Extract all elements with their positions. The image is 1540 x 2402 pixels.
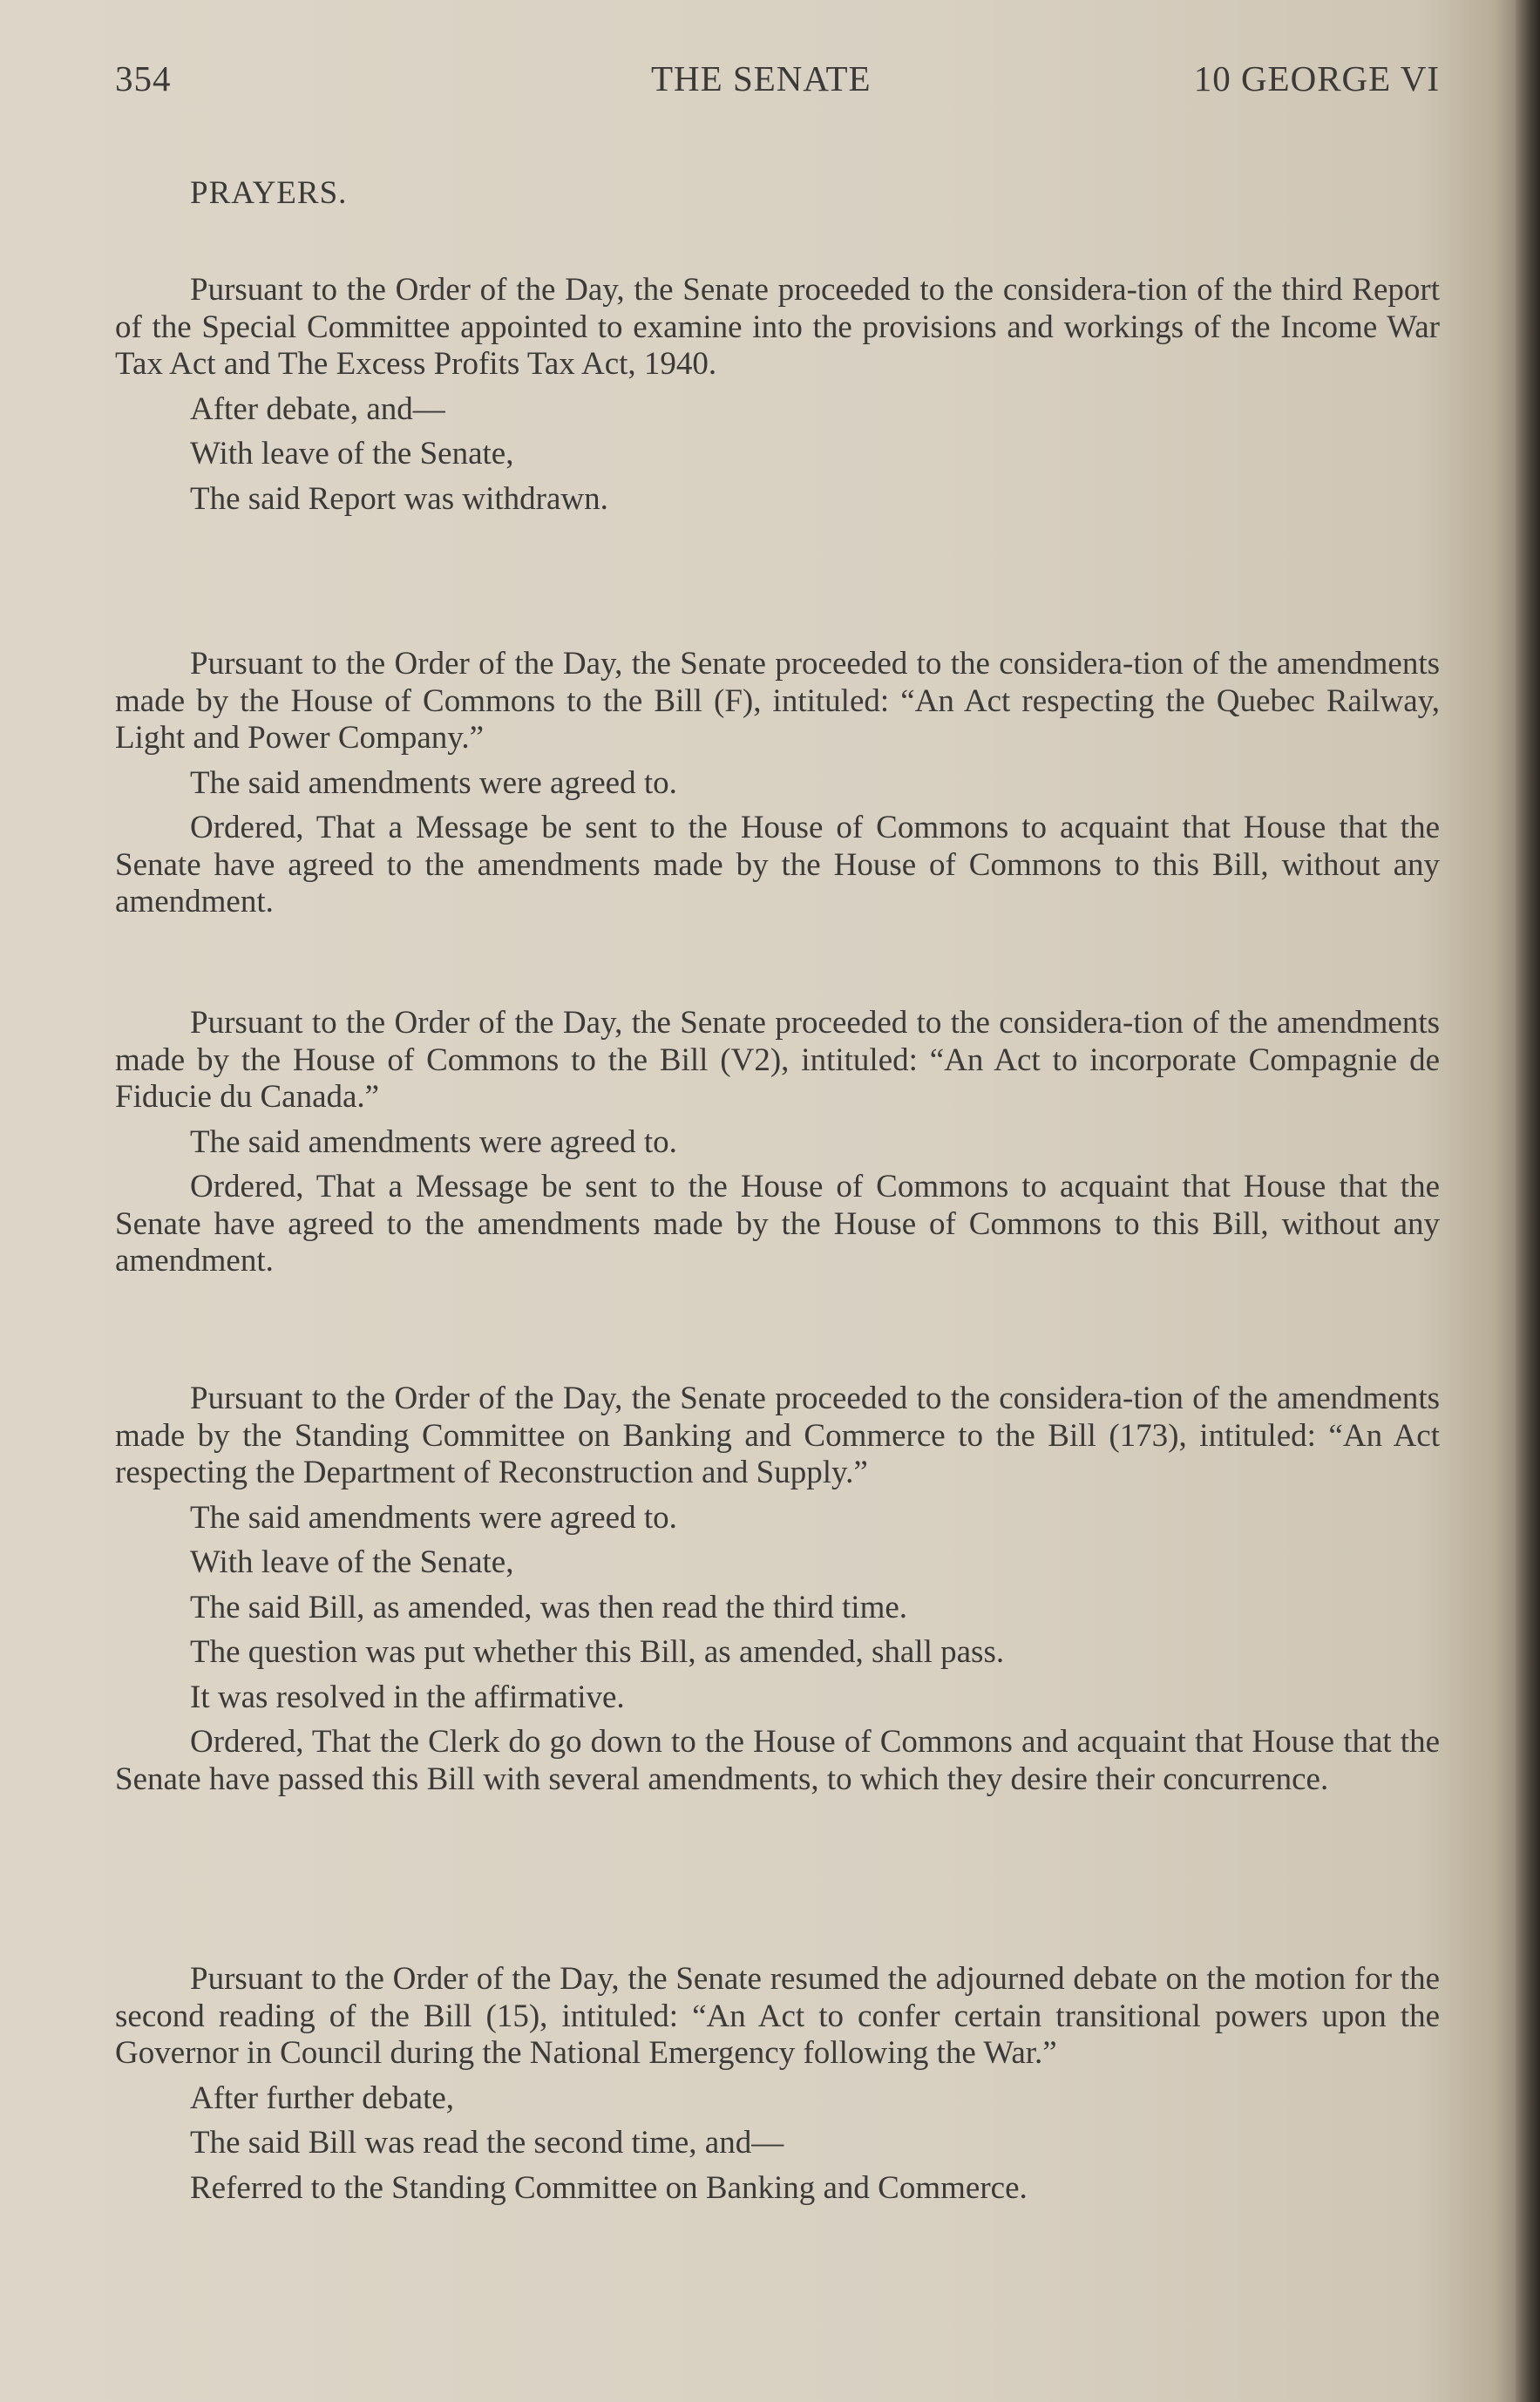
entry-opening: Pursuant to the Order of the Day, the Senate proceeded to the considera-tion of the amendments made by the House of Commons to the Bill (V2), intituled: “An Act to incorporate Compagnie de Fiducie du Canada.” (115, 1005, 1440, 1115)
running-title: THE SENATE (651, 58, 872, 98)
page-number: 354 (115, 58, 172, 98)
entry-line: The said Report was withdrawn. (190, 480, 608, 517)
entry-opening: Pursuant to the Order of the Day, the Senate proceeded to the considera-tion of the third Report of the Special Committee appointed to examine into the provisions and workings of the Income War Tax Act and The Excess Profits Tax Act, 1940. (115, 272, 1440, 382)
running-header (115, 58, 1440, 110)
page-edge-shadow (1516, 0, 1540, 2402)
entry-line: Ordered, That a Message be sent to the House of Commons to acquaint that House that the Senate have agreed to the amendments made by the House of Commons to this Bill, without any amendment. (115, 1169, 1440, 1279)
prayers-heading: PRAYERS. (190, 175, 348, 211)
entry-line: With leave of the Senate, (190, 1544, 514, 1580)
regnal-year: 10 GEORGE VI (1193, 58, 1440, 98)
entry-bill-f (115, 646, 1440, 921)
entry-line: The said Bill, as amended, was then read the third time. (190, 1589, 908, 1625)
entry-line: The said amendments were agreed to. (190, 764, 677, 801)
entry-bill-15 (115, 1961, 1440, 2207)
entry-opening: Pursuant to the Order of the Day, the Senate proceeded to the considera-tion of the amendments made by the Standing Committee on Banking and Commerce to the Bill (173), intituled: “An Act respecting the Department of Reconstruction and Supply.” (115, 1381, 1440, 1490)
entry-bill-173 (115, 1381, 1440, 1798)
entry-line: After debate, and— (190, 390, 445, 427)
entry-line: Ordered, That the Clerk do go down to the House of Commons and acquaint that House that the Senate have passed this Bill with several amendments, to which they desire their concurrence. (115, 1724, 1440, 1797)
entry-line: Ordered, That a Message be sent to the House of Commons to acquaint that House that the Senate have agreed to the amendments made by the House of Commons to this Bill, without any amendment. (115, 810, 1440, 919)
entry-third-report (115, 272, 1440, 518)
entry-opening: Pursuant to the Order of the Day, the Senate resumed the adjourned debate on the motion for the second reading of the Bill (15), intituled: “An Act to confer certain transitional powers upon the Governor in Council during the National Emergency following the War.” (115, 1961, 1440, 2071)
entry-line: It was resolved in the affirmative. (190, 1679, 625, 1715)
entry-line: After further debate, (190, 2080, 455, 2116)
entry-line: The question was put whether this Bill, as amended, shall pass. (190, 1634, 1005, 1670)
entry-line: The said Bill was read the second time, and— (190, 2125, 784, 2161)
entry-line: Referred to the Standing Committee on Banking and Commerce. (190, 2169, 1028, 2206)
entry-line: The said amendments were agreed to. (190, 1123, 677, 1160)
entry-opening: Pursuant to the Order of the Day, the Senate proceeded to the considera-tion of the amendments made by the House of Commons to the Bill (F), intituled: “An Act respecting the Quebec Railway, Light and Power Company.” (115, 646, 1440, 756)
entry-bill-v2 (115, 1005, 1440, 1280)
entry-line: With leave of the Senate, (190, 436, 514, 472)
entry-line: The said amendments were agreed to. (190, 1499, 677, 1536)
